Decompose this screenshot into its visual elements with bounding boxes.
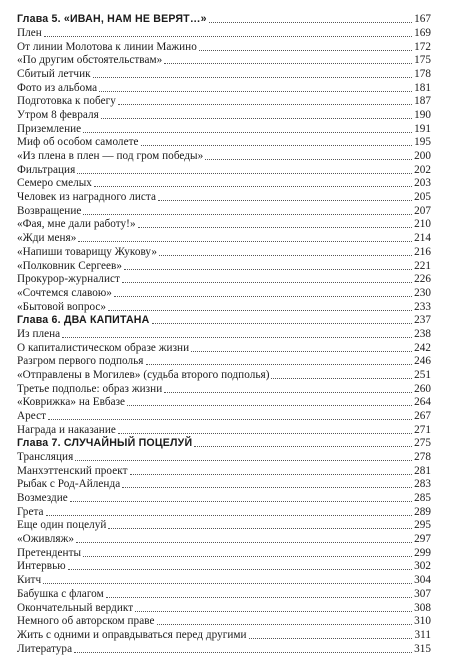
toc-entry: [17, 450, 431, 464]
toc-entry: [17, 587, 431, 601]
dot-leader: [46, 515, 412, 516]
toc-entry: [17, 422, 431, 436]
dot-leader: [122, 487, 412, 488]
toc-entry-title: Трансляция: [17, 451, 74, 464]
toc-page-number: 299: [414, 546, 431, 559]
toc-entry-title: Немного об авторском праве: [17, 615, 155, 628]
toc-entry-title: «Фая, мне дали работу!»: [17, 218, 136, 231]
dot-leader: [101, 118, 412, 119]
toc-page-number: 169: [414, 26, 431, 39]
dot-leader: [199, 50, 412, 51]
dot-leader: [74, 652, 412, 653]
toc-entry: [17, 395, 431, 409]
toc-entry: [17, 176, 431, 190]
toc-page-number: 289: [414, 505, 431, 518]
dot-leader: [152, 323, 413, 324]
dot-leader: [108, 528, 412, 529]
toc-entry-title: Возвращение: [17, 204, 82, 217]
dot-leader: [62, 337, 412, 338]
toc-entry-title: Приземление: [17, 122, 82, 135]
toc-page-number: 200: [414, 150, 431, 163]
toc-entry: [17, 286, 431, 300]
dot-leader: [83, 214, 412, 215]
dot-leader: [83, 132, 412, 133]
toc-page-number: 275: [414, 437, 431, 450]
dot-leader: [127, 405, 412, 406]
dot-leader: [108, 310, 412, 311]
toc-entry-title: «Коврижка» на Евбазе: [17, 396, 126, 409]
toc-entry: [17, 354, 431, 368]
toc-entry: [17, 121, 431, 135]
toc-entry-title: Глава 6. ДВА КАПИТАНА: [17, 314, 150, 327]
toc-page-number: 246: [414, 355, 431, 368]
dot-leader: [271, 378, 412, 379]
toc-entry-title: Подготовка к побегу: [17, 95, 116, 108]
toc-entry-title: Человек из наградного листа: [17, 191, 156, 204]
toc-page-number: 297: [414, 533, 431, 546]
dot-leader: [138, 227, 412, 228]
toc-page-number: 205: [414, 191, 431, 204]
toc-entry-title: Третье подполье: образ жизни: [17, 382, 163, 395]
dot-leader: [77, 173, 412, 174]
toc-entry-title: «Жди меня»: [17, 232, 77, 245]
toc-entry: [17, 327, 431, 341]
dot-leader: [99, 91, 412, 92]
dot-leader: [191, 351, 412, 352]
toc-entry: [17, 614, 431, 628]
toc-page-number: 307: [414, 587, 431, 600]
dot-leader: [130, 474, 413, 475]
toc-entry: [17, 108, 431, 122]
dot-leader: [135, 611, 412, 612]
toc-entry: [17, 546, 431, 560]
dot-leader: [205, 159, 412, 160]
toc-entry: [17, 532, 431, 546]
toc-entry-title: «Бытовой вопрос»: [17, 300, 107, 313]
toc-entry-title: Миф об особом самолете: [17, 136, 139, 149]
toc-entry-title: Еще один поцелуй: [17, 519, 107, 532]
toc-page-number: 167: [414, 13, 431, 26]
toc-page-number: 242: [414, 341, 431, 354]
toc-page-number: 216: [414, 245, 431, 258]
dot-leader: [48, 419, 412, 420]
dot-leader: [164, 392, 412, 393]
toc-entry: [17, 94, 431, 108]
toc-entry: [17, 53, 431, 67]
dot-leader: [75, 460, 412, 461]
dot-leader: [159, 255, 412, 256]
toc-entry-title: Фото из альбома: [17, 81, 98, 94]
toc-entry: [17, 409, 431, 423]
toc-entry-title: «По другим обстоятельствам»: [17, 54, 163, 67]
toc-entry-title: Глава 7. СЛУЧАЙНЫЙ ПОЦЕЛУЙ: [17, 437, 193, 450]
toc-entry-title: Семеро смелых: [17, 177, 92, 190]
dot-leader: [118, 433, 412, 434]
toc-page-number: 172: [414, 40, 431, 53]
toc-entry: [17, 518, 431, 532]
toc-entry-title: Из плена: [17, 327, 61, 340]
toc-entry: [17, 641, 431, 655]
toc-page-number: 264: [414, 396, 431, 409]
toc-page-number: 175: [414, 54, 431, 67]
toc-entry-title: Арест: [17, 410, 47, 423]
dot-leader: [122, 282, 412, 283]
toc-entry: [17, 272, 431, 286]
toc-page-number: 203: [414, 177, 431, 190]
toc-entry: [17, 231, 431, 245]
toc-entry: [17, 491, 431, 505]
dot-leader: [70, 501, 412, 502]
toc-entry-title: Грета: [17, 505, 44, 518]
toc-entry-title: Награда и наказание: [17, 423, 116, 436]
toc-page-number: 221: [414, 259, 431, 272]
toc-page-number: 226: [414, 273, 431, 286]
toc-page-number: 310: [414, 615, 431, 628]
dot-leader: [44, 36, 412, 37]
toc-page-number: 283: [414, 478, 431, 491]
toc-entry-title: «Отправлены в Могилев» (судьба второго подполья): [17, 368, 270, 381]
dot-leader: [146, 364, 413, 365]
dot-leader: [83, 556, 412, 557]
toc-entry: [17, 190, 431, 204]
toc-page-number: 214: [414, 232, 431, 245]
toc-entry: [17, 149, 431, 163]
toc-entry: [17, 340, 431, 354]
toc-page-number: 260: [414, 382, 431, 395]
toc-page-number: 278: [414, 451, 431, 464]
toc-entry-title: «Напиши товарищу Жукову»: [17, 245, 157, 258]
toc-page-number: 191: [414, 122, 431, 135]
toc-entry-title: Китч: [17, 574, 42, 587]
toc-entry-title: «Оживляж»: [17, 533, 75, 546]
toc-entry-title: Бабушка с флагом: [17, 587, 104, 600]
toc-entry-title: От линии Молотова к линии Мажино: [17, 40, 197, 53]
dot-leader: [43, 583, 412, 584]
toc-entry-title: «Сочтемся славою»: [17, 286, 112, 299]
dot-leader: [114, 296, 412, 297]
toc-entry-title: Фильтрация: [17, 163, 76, 176]
toc-entry-title: Жить с одними и оправдываться перед другими: [17, 628, 247, 641]
toc-entry-title: Рыбак с Род-Айленда: [17, 478, 121, 491]
toc-page-number: 285: [414, 492, 431, 505]
dot-leader: [249, 638, 413, 639]
toc-page-number: 181: [414, 81, 431, 94]
toc-entry-title: Возмездие: [17, 492, 68, 505]
toc-chapter-heading: [17, 12, 431, 26]
toc-entry: [17, 162, 431, 176]
toc-entry-title: Глава 5. «ИВАН, НАМ НЕ ВЕРЯТ…»: [17, 13, 207, 26]
toc-entry-title: Окончательный вердикт: [17, 601, 134, 614]
toc-entry-title: Прокурор-журналист: [17, 273, 120, 286]
toc-page-number: 178: [414, 68, 431, 81]
dot-leader: [194, 446, 412, 447]
dot-leader: [209, 22, 412, 23]
toc-entry: [17, 217, 431, 231]
toc-page-number: 230: [414, 286, 431, 299]
toc-entry: [17, 135, 431, 149]
toc-page-number: 304: [414, 574, 431, 587]
toc-entry-title: Интервью: [17, 560, 66, 573]
toc-page-number: 315: [414, 642, 431, 655]
dot-leader: [158, 200, 412, 201]
dot-leader: [93, 77, 412, 78]
dot-leader: [157, 624, 413, 625]
toc-entry: [17, 245, 431, 259]
toc-page-number: 251: [414, 368, 431, 381]
toc-entry: [17, 559, 431, 573]
toc-entry-title: Плен: [17, 26, 42, 39]
toc-page-number: 195: [414, 136, 431, 149]
toc-page-number: 237: [414, 314, 431, 327]
toc-chapter-heading: [17, 436, 431, 450]
dot-leader: [78, 241, 412, 242]
toc-entry: [17, 600, 431, 614]
toc-entry-title: «Из плена в плен — под гром победы»: [17, 150, 204, 163]
toc-entry-title: Сбитый летчик: [17, 68, 91, 81]
toc-page-number: 311: [414, 628, 431, 641]
toc-page-number: 295: [414, 519, 431, 532]
toc-entry: [17, 477, 431, 491]
dot-leader: [76, 542, 412, 543]
toc-entry: [17, 26, 431, 40]
toc-entry: [17, 204, 431, 218]
dot-leader: [124, 269, 412, 270]
toc-page-number: 233: [414, 300, 431, 313]
toc-page-number: 238: [414, 327, 431, 340]
dot-leader: [164, 63, 412, 64]
toc-entry-title: Литература: [17, 642, 73, 655]
toc-entry: [17, 504, 431, 518]
toc-page-number: 187: [414, 95, 431, 108]
toc-entry-title: Утром 8 февраля: [17, 109, 99, 122]
toc-entry: [17, 67, 431, 81]
toc-entry-title: Претенденты: [17, 546, 82, 559]
toc-entry: [17, 573, 431, 587]
toc-entry: [17, 628, 431, 642]
toc-page-number: 190: [414, 109, 431, 122]
toc-page-number: 271: [414, 423, 431, 436]
toc-page-number: 267: [414, 410, 431, 423]
toc-entry-title: О капиталистическом образе жизни: [17, 341, 190, 354]
dot-leader: [141, 145, 413, 146]
toc-entry: [17, 39, 431, 53]
toc-page-number: 210: [414, 218, 431, 231]
toc-entry-title: Манхэттенский проект: [17, 464, 128, 477]
toc-entry: [17, 381, 431, 395]
toc-page-number: 302: [414, 560, 431, 573]
toc-page-number: 207: [414, 204, 431, 217]
toc-page-number: 281: [414, 464, 431, 477]
toc-entry: [17, 368, 431, 382]
dot-leader: [118, 104, 412, 105]
toc-entry-title: «Полковник Сергеев»: [17, 259, 123, 272]
toc-entry: [17, 80, 431, 94]
dot-leader: [68, 569, 412, 570]
toc-page-number: 202: [414, 163, 431, 176]
toc-entry-title: Разгром первого подполья: [17, 355, 144, 368]
toc-chapter-heading: [17, 313, 431, 327]
toc-entry: [17, 299, 431, 313]
toc-entry: [17, 463, 431, 477]
dot-leader: [94, 186, 412, 187]
toc-page-number: 308: [414, 601, 431, 614]
dot-leader: [106, 597, 412, 598]
toc-entry: [17, 258, 431, 272]
